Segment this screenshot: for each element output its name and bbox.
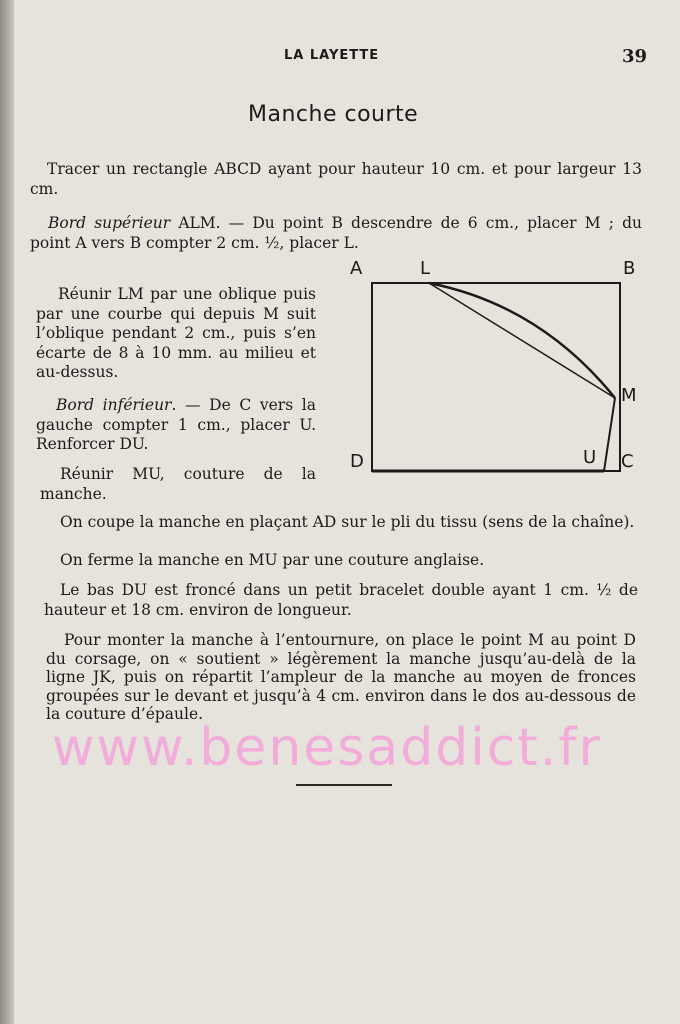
bord-inferieur-text: . — De C vers la gauche compter 1 cm., placer U. Renforcer DU. <box>36 396 316 453</box>
paragraph-rectangle: Tracer un rectangle ABCD ayant pour hauteur 10 cm. et pour largeur 13 cm. <box>30 160 642 198</box>
page-number: 39 <box>622 46 648 67</box>
paragraph-fermeture: On ferme la manche en MU par une couture anglaise. <box>60 551 485 569</box>
bord-superieur-label: Bord supérieur <box>48 214 171 232</box>
paragraph-courbe: Réunir LM par une oblique puis par une courbe qui depuis M suit l’oblique pendant 2 cm., puis s’en écarte de 8 à 10 mm. au milieu et au-dessus. <box>36 285 316 381</box>
oblique-lm <box>429 283 615 398</box>
paragraph-montage: Pour monter la manche à l’entournure, on place le point M au point D du corsage, on « soutient » légèrement la manche jusqu’au-delà de la ligne JK, puis on répartit l’ampleur de la manche au moyen de fronces groupées sur le devant et jusqu’à 4 cm. environ dans le dos au-dessous de la couture d’épaule. <box>46 631 636 723</box>
running-title: LA LAYETTE <box>284 48 380 63</box>
label-c: C <box>621 451 634 472</box>
paragraph-bord-inferieur <box>36 396 316 455</box>
paragraph-bord-superieur <box>30 214 642 253</box>
section-end-rule <box>296 784 392 786</box>
paragraph-bracelet: Le bas DU est froncé dans un petit bracelet double ayant 1 cm. ½ de hauteur et 18 cm. environ de longueur. <box>44 581 638 619</box>
seam-mu <box>604 398 615 471</box>
label-d: D <box>350 451 364 472</box>
label-u: U <box>583 447 597 468</box>
book-page <box>14 0 680 1024</box>
watermark: www.benesaddict.fr <box>52 718 602 778</box>
sleeve-pattern-diagram <box>340 250 650 480</box>
book-gutter <box>0 0 14 1024</box>
pattern-svg <box>340 250 650 480</box>
paragraph-coupe: On coupe la manche en plaçant AD sur le pli du tissu (sens de la chaîne). <box>60 513 635 531</box>
section-title: Manche courte <box>248 102 419 127</box>
label-l: L <box>420 258 431 279</box>
rectangle-abcd <box>372 283 620 471</box>
bord-superieur-text: ALM. — Du point B descendre de 6 cm., placer M ; du point A vers B compter 2 cm. ½, placer L. <box>30 214 642 252</box>
paragraph-couture: Réunir MU, couture de la manche. <box>40 465 316 503</box>
label-a: A <box>350 258 363 279</box>
bord-inferieur-label: Bord inférieur <box>56 396 172 414</box>
label-b: B <box>623 258 636 279</box>
label-m: M <box>621 385 637 406</box>
